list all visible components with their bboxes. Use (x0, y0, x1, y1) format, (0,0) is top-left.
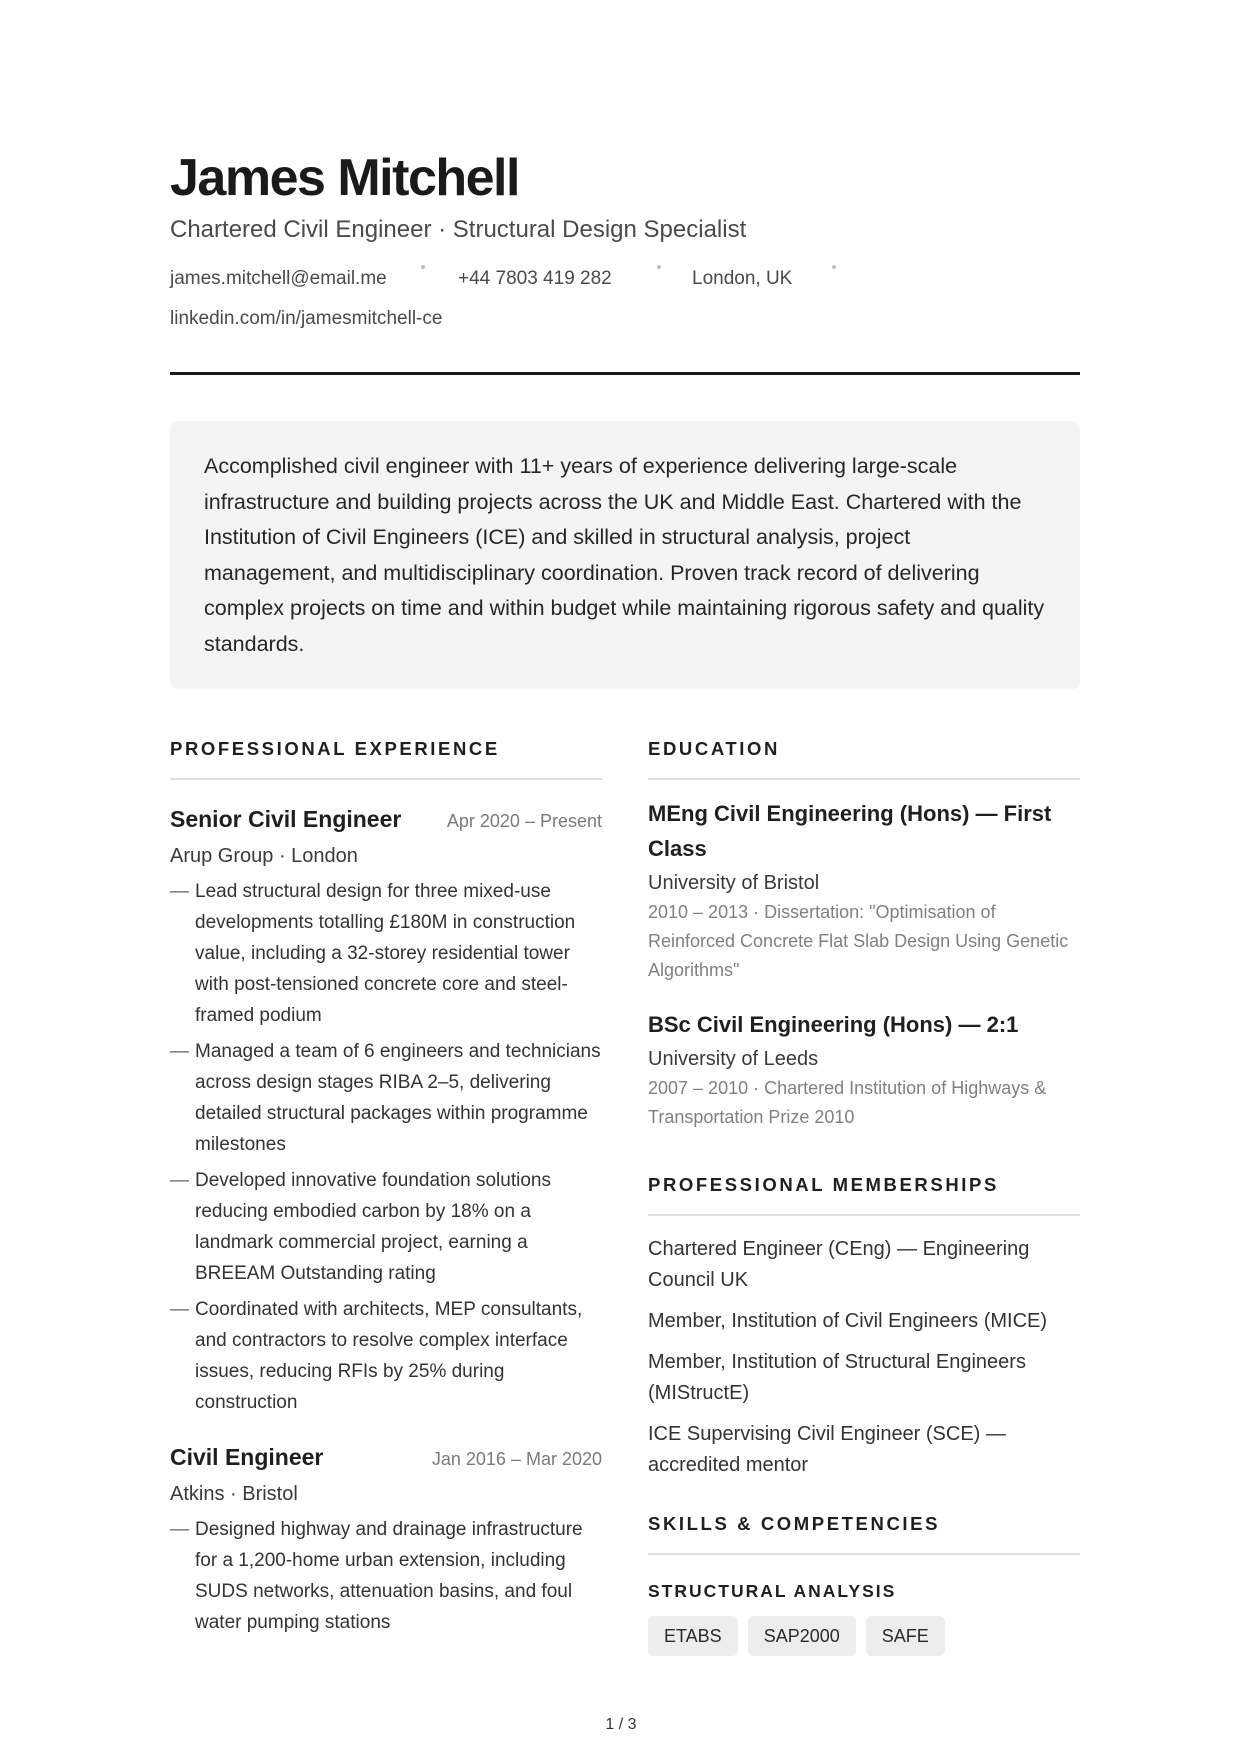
section-title-memberships: PROFESSIONAL MEMBERSHIPS (648, 1172, 1080, 1216)
section-title-education: EDUCATION (648, 736, 1080, 780)
job-bullets (170, 876, 602, 1418)
separator-dot (657, 265, 661, 269)
contact-phone[interactable]: +44 7803 419 282 (458, 268, 612, 289)
skill-chip: SAFE (866, 1616, 945, 1656)
education-school: University of Leeds (648, 1048, 819, 1070)
job-company: Atkins · Bristol (170, 1483, 298, 1505)
job-company: Arup Group · London (170, 845, 358, 867)
skill-chip: ETABS (648, 1616, 738, 1656)
page-indicator: 1 / 3 (605, 1716, 637, 1733)
summary-text: Accomplished civil engineer with 11+ years of experience delivering large-scale infrastructure and building projects across the UK and Middle East. Chartered with the Institution of Civil Engineers (ICE) and skilled in structural analysis, project management, and multidisciplinary coordination. Proven track record of delivering complex projects on time and within budget while maintaining rigorous safety and quality standards. (204, 454, 1045, 656)
candidate-subtitle: Chartered Civil Engineer · Structural Design Specialist (170, 216, 747, 243)
separator-dot (421, 265, 425, 269)
bullet-item: — Developed innovative foundation solutions reducing embodied carbon by 18% on a landmark commercial project, earning a BREEAM Outstanding rating (170, 1165, 602, 1289)
job-bullets (170, 1514, 602, 1638)
education-detail: 2010 – 2013 · Dissertation: "Optimisation of Reinforced Concrete Flat Slab Design Using Genetic Algorithms" (648, 902, 1069, 980)
job-entry (170, 1444, 602, 1638)
memberships-list (648, 1234, 1080, 1481)
membership-item: ICE Supervising Civil Engineer (SCE) — accredited mentor (648, 1423, 1006, 1476)
education-school: University of Bristol (648, 872, 820, 894)
contact-location: London, UK (692, 268, 793, 289)
contact-email[interactable]: james.mitchell@email.me (170, 268, 387, 289)
education-item (648, 796, 1080, 985)
job-entry (170, 806, 602, 1418)
header-divider (170, 372, 1080, 375)
bullet-dash: — (170, 1170, 189, 1191)
summary-box (170, 421, 1080, 689)
skill-chips (648, 1616, 1080, 1656)
job-title: Civil Engineer (170, 1444, 324, 1470)
education-degree: MEng Civil Engineering (Hons) — First Class (648, 801, 1052, 861)
skill-group-title: STRUCTURAL ANALYSIS (648, 1581, 897, 1601)
section-title-skills: SKILLS & COMPETENCIES (648, 1511, 1080, 1555)
candidate-name: James Mitchell (170, 149, 519, 207)
membership-item: Chartered Engineer (CEng) — Engineering Council UK (648, 1238, 1030, 1291)
education-item (648, 1007, 1080, 1132)
education-detail: 2007 – 2010 · Chartered Institution of Highways & Transportation Prize 2010 (648, 1078, 1047, 1127)
bullet-item: — Designed highway and drainage infrastructure for a 1,200-home urban extension, including SUDS networks, attenuation basins, and foul water pumping stations (170, 1514, 602, 1638)
bullet-dash: — (170, 1519, 189, 1540)
bullet-dash: — (170, 1299, 189, 1320)
bullet-item: — Coordinated with architects, MEP consultants, and contractors to resolve complex interface issues, reducing RFIs by 25% during construction (170, 1294, 602, 1418)
separator-dot (832, 265, 836, 269)
membership-item: Member, Institution of Civil Engineers (MICE) (648, 1310, 1048, 1332)
bullet-item: — Lead structural design for three mixed-use developments totalling £180M in construction value, including a 32-storey residential tower with post-tensioned concrete core and steel-framed podium (170, 876, 602, 1031)
sidebar-column (648, 736, 1080, 1656)
membership-item: Member, Institution of Structural Engineers (MIStructE) (648, 1351, 1026, 1404)
experience-column (170, 736, 602, 1643)
section-title-experience: PROFESSIONAL EXPERIENCE (170, 736, 602, 780)
education-degree: BSc Civil Engineering (Hons) — 2:1 (648, 1012, 1019, 1037)
job-dates: Jan 2016 – Mar 2020 (431, 1449, 602, 1469)
bullet-item: — Managed a team of 6 engineers and technicians across design stages RIBA 2–5, delivering detailed structural packages within programme milestones (170, 1036, 602, 1160)
bullet-dash: — (170, 881, 189, 902)
job-title: Senior Civil Engineer (170, 806, 402, 832)
contact-linkedin[interactable]: linkedin.com/in/jamesmitchell-ce (170, 308, 443, 329)
job-dates: Apr 2020 – Present (446, 811, 602, 831)
bullet-dash: — (170, 1041, 189, 1062)
skill-chip: SAP2000 (748, 1616, 856, 1656)
